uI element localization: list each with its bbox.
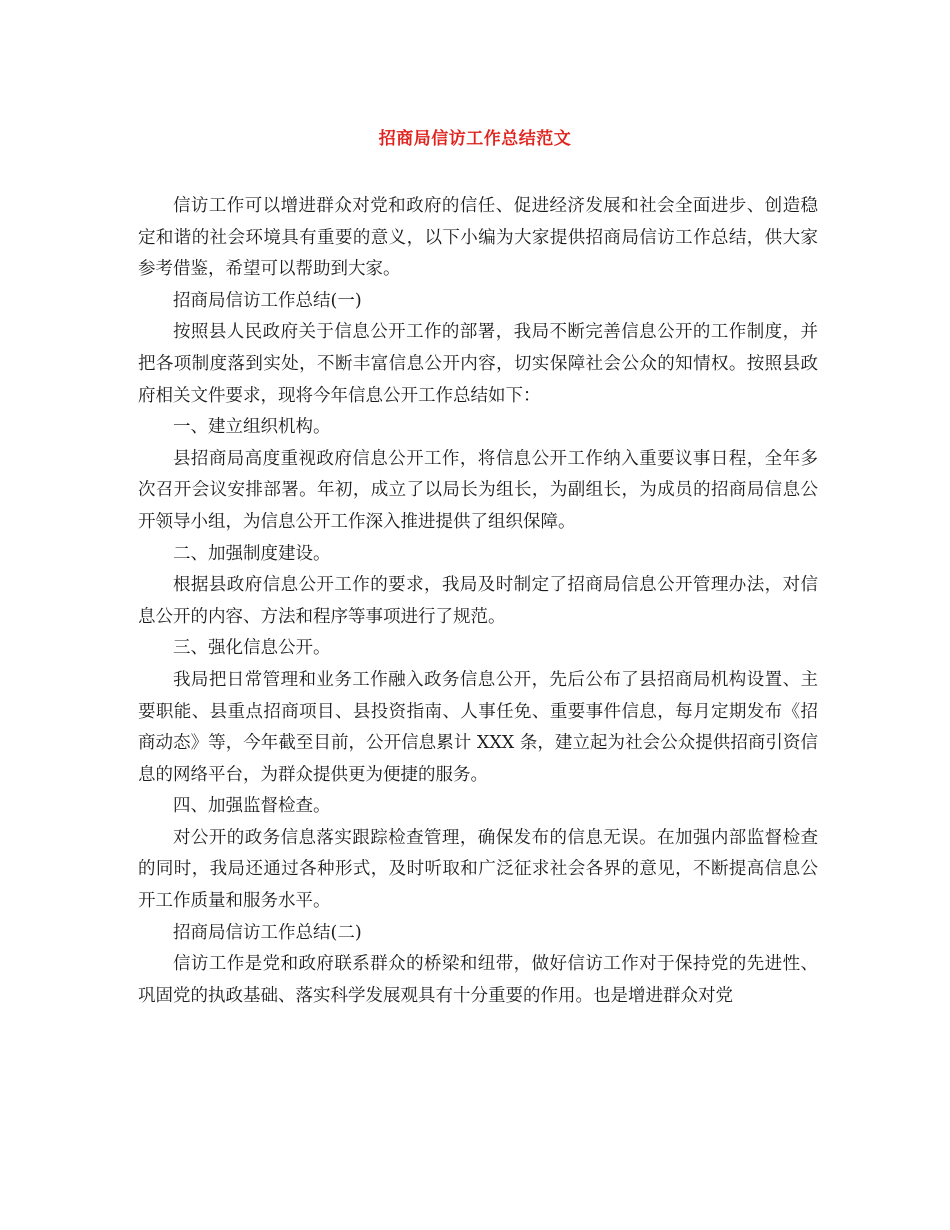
body-paragraph: 我局把日常管理和业务工作融入政务信息公开，先后公布了县招商局机构设置、主要职能、县重点招商项目、县投资指南、人事任免、重要事件信息，每月定期发布《招商动态》等，今年截至目前，公开信息累计 XXX 条，建立起为社会公众提供招商引资信息的网络平台，为群众提供更为便捷的服务。 <box>138 669 818 785</box>
body-paragraph: 县招商局高度重视政府信息公开工作，将信息公开工作纳入重要议事日程，全年多次召开会议安排部署。年初，成立了以局长为组长，为副组长，为成员的招商局信息公开领导小组，为信息公开工作深入推进提供了组织保障。 <box>138 448 818 532</box>
subheading-system-building: 二、加强制度建设。 <box>173 543 331 564</box>
body-paragraph: 根据县政府信息公开工作的要求，我局及时制定了招商局信息公开管理办法，对信息公开的内容、方法和程序等事项进行了规范。 <box>138 575 818 627</box>
document-body <box>138 191 818 1012</box>
body-paragraph: 按照县人民政府关于信息公开工作的部署，我局不断完善信息公开的工作制度，并把各项制度落到实处，不断丰富信息公开内容，切实保障社会公众的知情权。按照县政府相关文件要求，现将今年信息公开工作总结如下： <box>138 322 818 406</box>
intro-paragraph: 信访工作可以增进群众对党和政府的信任、促进经济发展和社会全面进步、创造稳定和谐的社会环境具有重要的意义，以下小编为大家提供招商局信访工作总结，供大家参考借鉴，希望可以帮助到大家。 <box>138 196 818 280</box>
body-paragraph: 信访工作是党和政府联系群众的桥梁和纽带，做好信访工作对于保持党的先进性、巩固党的执政基础、落实科学发展观具有十分重要的作用。也是增进群众对党 <box>138 954 818 1006</box>
document-title: 招商局信访工作总结范文 <box>378 129 572 149</box>
section-heading-summary-1: 招商局信访工作总结(一) <box>173 290 362 311</box>
body-paragraph: 对公开的政务信息落实跟踪检查管理，确保发布的信息无误。在加强内部监督检查的同时，我局还通过各种形式，及时听取和广泛征求社会各界的意见，不断提高信息公开工作质量和服务水平。 <box>138 827 818 912</box>
subheading-information-disclosure: 三、强化信息公开。 <box>173 638 331 659</box>
section-heading-summary-2: 招商局信访工作总结(二) <box>173 922 362 943</box>
subheading-supervision: 四、加强监督检查。 <box>173 796 331 817</box>
subheading-organization: 一、建立组织机构。 <box>173 417 331 438</box>
